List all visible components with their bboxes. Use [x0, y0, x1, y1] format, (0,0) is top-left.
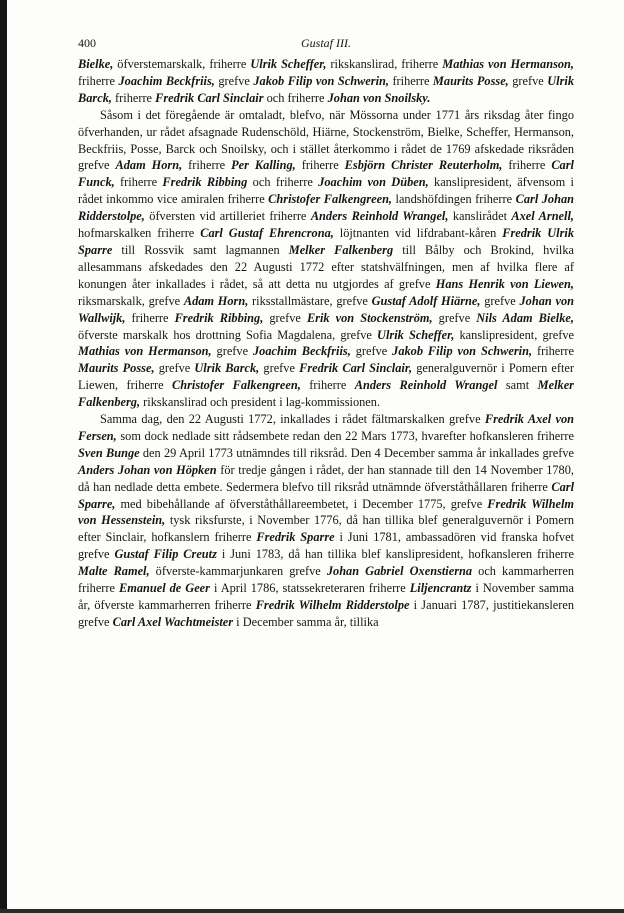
italic-name: Gustaf Filip Creutz: [114, 547, 217, 562]
italic-name: Fredrik Ribbing: [162, 175, 248, 190]
text-run: riksstallmästare, grefve: [248, 293, 372, 308]
italic-name: Mathias von Hermanson,: [78, 344, 212, 359]
italic-name: Carl Funck,: [78, 158, 574, 190]
italic-name: Emanuel de Geer: [119, 581, 210, 596]
text-run: för tredje gången i rådet, der han stannade till den 14 November 1780, då han nedlade detta embete. Sedermera blefvo till riksråd utnämnde öfverståthållaren friherre: [78, 462, 574, 494]
scan-bottom-edge: [0, 909, 624, 913]
text-run: friherre: [114, 175, 163, 190]
text-run: grefve: [154, 361, 195, 376]
text-run: öfversten vid artilleriet friherre: [144, 209, 311, 224]
italic-name: Sven Bunge: [78, 445, 140, 460]
text-run: landshöfdingen friherre: [392, 192, 516, 207]
italic-name: Melker Falkenberg: [288, 242, 394, 257]
text-run: grefve: [480, 293, 520, 308]
text-run: i December samma år, tillika: [233, 614, 379, 629]
text-run: till Rossvik samt lagmannen: [112, 242, 289, 257]
text-run: friherre: [111, 90, 156, 105]
italic-name: Maurits Posse,: [432, 73, 509, 88]
text-run: grefve: [508, 73, 548, 88]
italic-name: Joachim Beckfriis,: [118, 73, 215, 88]
text-run: friherre: [125, 310, 175, 325]
text-run: kanslipresident, grefve: [454, 327, 575, 342]
italic-name: Fredrik Wilhelm Ridderstolpe: [255, 598, 410, 612]
italic-name: Ulrik Barck,: [78, 73, 574, 105]
italic-name: Erik von Stockenström,: [306, 310, 433, 325]
italic-name: Anders Johan von Höpken: [78, 462, 217, 477]
italic-name: Maurits Posse,: [78, 361, 155, 376]
text-run: löjtnanten vid lifdrabant-kåren: [333, 226, 503, 241]
text-run: friherre: [300, 378, 355, 393]
italic-name: Carl Sparre,: [78, 479, 574, 511]
scan-left-edge: [0, 0, 7, 913]
text-run: kanslirådet: [448, 209, 512, 224]
italic-name: Anders Reinhold Wrangel,: [310, 209, 449, 224]
italic-name: Hans Henrik von Liewen,: [435, 276, 574, 291]
italic-name: Jakob Filip von Schwerin,: [392, 344, 533, 359]
italic-name: Joachim Beckfriis,: [252, 344, 351, 359]
italic-name: Johan von Snoilsky.: [327, 90, 431, 105]
text-run: och kammarherren friherre: [78, 564, 575, 596]
text-run: grefve: [350, 344, 393, 359]
italic-name: Adam Horn,: [115, 158, 183, 173]
italic-name: Malte Ramel,: [78, 564, 150, 579]
italic-name: Per Kalling,: [231, 158, 296, 173]
text-run: friherre: [78, 73, 119, 88]
text-run: samt: [497, 378, 538, 393]
text-run: Samma dag, den 22 Augusti 1772, inkallades i rådet fältmarskalken grefve: [100, 412, 485, 427]
italic-name: Carl Axel Wachtmeister: [112, 614, 234, 629]
italic-name: Fredrik Wilhelm von Hessenstein,: [78, 496, 574, 528]
page-header: [78, 36, 574, 56]
italic-name: Ulrik Barck,: [194, 361, 260, 376]
text-run: och friherre: [263, 90, 328, 105]
italic-name: Ulrik Scheffer,: [377, 327, 455, 342]
italic-name: Jakob Filip von Schwerin,: [253, 73, 389, 88]
text-run: öfverste-kammarjunkaren grefve: [149, 564, 327, 579]
page-number: 400: [78, 36, 96, 50]
text-run: grefve: [211, 344, 253, 359]
italic-name: Christofer Falkengreen,: [268, 192, 393, 207]
italic-name: Fredrik Axel von Fersen,: [78, 412, 574, 443]
text-run: som dock nedlade sitt rådsembete redan den 22 Mars 1773, hvarefter hofkansleren friherre: [116, 428, 574, 443]
paragraph: [78, 107, 574, 411]
text-run: Såsom i det föregående är omtaladt, blefvo, när Mössorna under 1771 års riksdag åter fingo öfverhanden, ur rådet afsagnade Rudenschöld, Hiärne, Stockenström, Bielke, Scheffer, Hermanson, Beckfriis, Posse, Barck och Snoilsky, och i stället återkommo i rådet de 1769 afskedade riksråden grefve: [78, 107, 574, 173]
italic-name: Johan von Wallwijk,: [78, 293, 575, 325]
text-run: friherre: [388, 73, 433, 88]
italic-name: Esbjörn Christer Reuterholm,: [344, 158, 503, 173]
text-run: med bibehållande af öfverståthållareembetet, i December 1775, grefve: [115, 496, 488, 511]
text-run: friherre: [532, 344, 574, 359]
paragraph: [78, 411, 574, 631]
text-run: riksmarskalk, grefve: [78, 293, 184, 308]
italic-name: Liljencrantz: [409, 581, 472, 596]
text-run: grefve: [432, 310, 477, 325]
text-run: tysk riksfurste, i November 1776, då han tillika blef generalguvernör i Pomern efter Sinclair, hofkanslern friherre: [78, 513, 574, 545]
text-run: hofmarskalken friherre: [78, 226, 201, 241]
running-title: Gustaf III.: [301, 36, 351, 50]
text-run: och friherre: [247, 175, 319, 190]
italic-name: Gustaf Adolf Hiärne,: [371, 293, 481, 308]
text-run: den 29 April 1773 utnämndes till riksråd. Den 4 December samma år inkallades grefve: [139, 445, 574, 460]
italic-name: Bielke,: [78, 57, 114, 71]
text-run: i Januari 1787, justitiekansleren grefve: [78, 598, 575, 629]
italic-name: Mathias von Hermanson,: [442, 57, 574, 71]
text-run: grefve: [259, 361, 300, 376]
text-run: rikskanslirad och president i lag-kommissionen.: [140, 395, 381, 410]
text-run: till Bålby och Brokind, hvilka allesammans afskedades den 22 Augusti 1772 efter statshvälfningen, men af hvilka flere af konungen åter inkallades i rådet, så att detta nu utgjordes af grefve: [78, 242, 574, 291]
italic-name: Carl Johan Ridderstolpe,: [78, 192, 574, 224]
body-text: [78, 56, 574, 631]
italic-name: Anders Reinhold Wrangel: [354, 378, 498, 393]
text-run: kanslipresident, äfvensom i rådet inkommo vice amiralen friherre: [78, 175, 574, 207]
text-run: grefve: [214, 73, 254, 88]
text-run: öfverste marskalk hos drottning Sofia Magdalena, grefve: [78, 327, 378, 342]
italic-name: Carl Gustaf Ehrencrona,: [200, 226, 334, 241]
text-run: grefve: [263, 310, 307, 325]
italic-name: Fredrik Carl Sinclair,: [299, 361, 413, 376]
text-run: i Juni 1781, ambassadören vid franska hofvet grefve: [78, 530, 575, 562]
italic-name: Joachim von Düben,: [318, 175, 429, 190]
text-run: i November samma år, öfverste kammarherren friherre: [78, 581, 574, 612]
text-run: friherre: [502, 158, 552, 173]
text-run: i Juni 1783, då han tillika blef kanslipresident, hofkansleren friherre: [216, 547, 575, 562]
text-run: friherre: [182, 158, 232, 173]
italic-name: Axel Arnell,: [511, 209, 574, 224]
italic-name: Johan Gabriel Oxenstierna: [326, 564, 473, 579]
italic-name: Fredrik Ribbing,: [174, 310, 264, 325]
text-run: rikskanslirad, friherre: [326, 57, 443, 71]
italic-name: Adam Horn,: [183, 293, 249, 308]
text-run: friherre: [295, 158, 345, 173]
text-run: i April 1786, statssekreteraren friherre: [209, 581, 410, 596]
text-run: generalguvernör i Pomern efter Liewen, friherre: [78, 361, 575, 393]
italic-name: Nils Adam Bielke,: [476, 310, 574, 325]
book-page: [78, 36, 574, 896]
italic-name: Christofer Falkengreen,: [172, 378, 301, 393]
italic-name: Fredrik Sparre: [256, 530, 335, 545]
paragraph: [78, 56, 574, 107]
italic-name: Melker Falkenberg,: [78, 378, 574, 410]
italic-name: Fredrik Ulrik Sparre: [78, 226, 574, 257]
text-run: öfverstemarskalk, friherre: [113, 57, 251, 71]
italic-name: Ulrik Scheffer,: [250, 57, 327, 71]
italic-name: Fredrik Carl Sinclair: [155, 90, 264, 105]
